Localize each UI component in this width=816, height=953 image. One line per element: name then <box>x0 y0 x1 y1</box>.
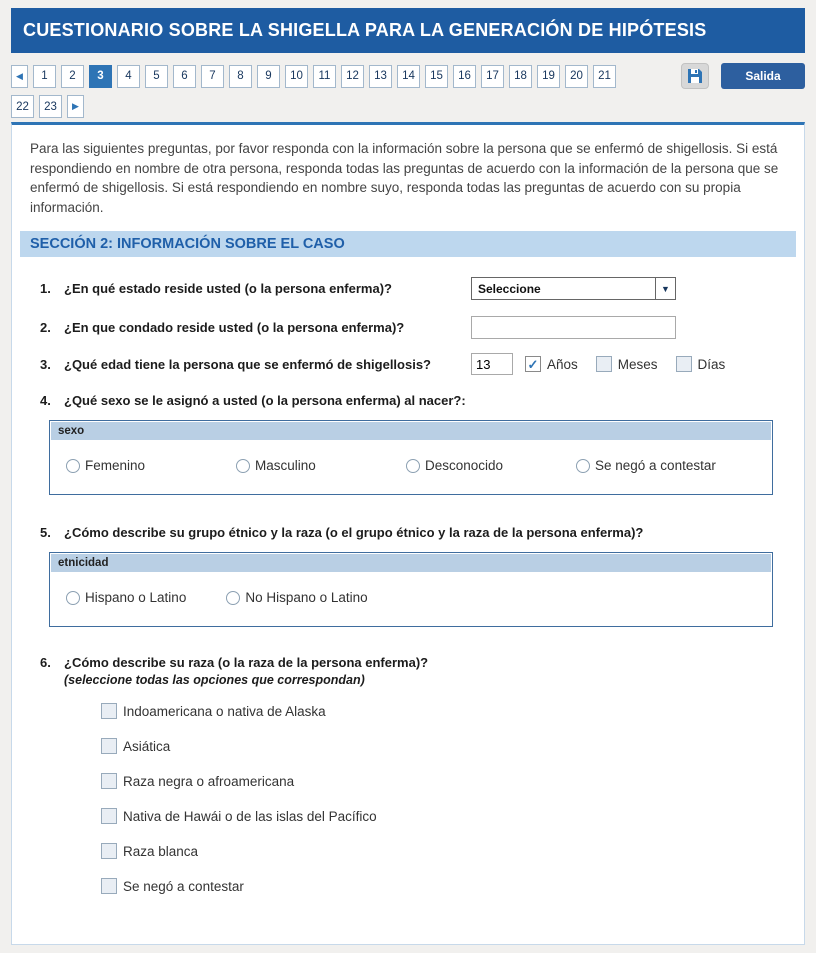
page-button-5[interactable]: 5 <box>145 65 168 88</box>
next-page-button[interactable] <box>67 95 84 118</box>
page-button-8[interactable]: 8 <box>229 65 252 88</box>
age-unit-dias <box>676 356 726 372</box>
checkbox-option-asiatica[interactable] <box>101 738 804 754</box>
checkbox-option-raza-negra-o-afroamericana[interactable] <box>101 773 804 789</box>
radio-option-hispano-o-latino[interactable] <box>66 590 186 605</box>
check-icon: ✓ <box>527 356 539 372</box>
save-icon <box>687 68 703 84</box>
checkbox-indoamericana-o-nativa-de-alaska[interactable] <box>101 703 117 719</box>
radio-label-desconocido: Desconocido <box>425 458 504 474</box>
question-4 <box>12 393 804 408</box>
checkbox-label-se-nego-a-contestar: Se negó a contestar <box>123 878 244 894</box>
page-title: CUESTIONARIO SOBRE LA SHIGELLA PARA LA GENERACIÓN DE HIPÓTESIS <box>23 20 707 40</box>
checkbox-raza-blanca[interactable] <box>101 843 117 859</box>
checkbox-label-dias: Días <box>697 356 726 372</box>
checkbox-raza-negra-o-afroamericana[interactable] <box>101 773 117 789</box>
section-title: SECCIÓN 2: INFORMACIÓN SOBRE EL CASO <box>30 236 345 253</box>
question-3-label <box>40 357 471 372</box>
radio-option-femenino[interactable] <box>66 458 236 473</box>
question-3-text: ¿Qué edad tiene la persona que se enfermó de shigellosis? <box>64 356 431 372</box>
prev-page-button[interactable] <box>11 65 28 88</box>
app-header <box>11 8 805 53</box>
page-button-15[interactable]: 15 <box>425 65 448 88</box>
page-button-20[interactable]: 20 <box>565 65 588 88</box>
radio-label-hispano-o-latino: Hispano o Latino <box>85 590 187 606</box>
page-button-7[interactable]: 7 <box>201 65 224 88</box>
pages-row-1 <box>33 65 616 88</box>
radio-option-se-nego-a-contestar[interactable] <box>576 458 716 473</box>
question-6-text: ¿Cómo describe su raza (o la raza de la persona enferma)? <box>64 655 429 671</box>
sex-fieldset <box>49 420 773 495</box>
question-5 <box>12 525 804 540</box>
question-1 <box>12 277 804 300</box>
chevron-down-icon[interactable]: ▼ <box>655 278 675 299</box>
radio-femenino[interactable] <box>66 459 80 473</box>
county-input[interactable] <box>471 316 676 339</box>
page-button-22[interactable]: 22 <box>11 95 34 118</box>
checkbox-label-nativa-de-hawai-o-de-las-islas-del-pacifico: Nativa de Hawái o de las islas del Pacífico <box>123 808 377 824</box>
page-button-6[interactable]: 6 <box>173 65 196 88</box>
radio-no-hispano-o-latino[interactable] <box>226 591 240 605</box>
page-button-18[interactable]: 18 <box>509 65 532 88</box>
radio-label-se-nego-a-contestar: Se negó a contestar <box>595 458 716 474</box>
checkbox-label-raza-negra-o-afroamericana: Raza negra o afroamericana <box>123 773 295 789</box>
ethnicity-options <box>50 573 772 626</box>
radio-desconocido[interactable] <box>406 459 420 473</box>
radio-label-masculino: Masculino <box>255 458 316 474</box>
question-1-number: 1. <box>40 281 51 297</box>
question-6-number: 6. <box>40 655 51 671</box>
question-4-text: ¿Qué sexo se le asignó a usted (o la persona enferma) al nacer?: <box>64 393 466 409</box>
question-3 <box>12 353 804 375</box>
page-button-13[interactable]: 13 <box>369 65 392 88</box>
radio-option-no-hispano-o-latino[interactable] <box>226 590 367 605</box>
checkbox-label-indoamericana-o-nativa-de-alaska: Indoamericana o nativa de Alaska <box>123 703 326 719</box>
question-2-text: ¿En que condado reside usted (o la persona enferma)? <box>64 320 405 336</box>
page-button-21[interactable]: 21 <box>593 65 616 88</box>
checkbox-label-anos: Años <box>547 356 578 372</box>
question-6 <box>12 655 804 670</box>
page-button-17[interactable]: 17 <box>481 65 504 88</box>
page-button-16[interactable]: 16 <box>453 65 476 88</box>
radio-masculino[interactable] <box>236 459 250 473</box>
checkbox-option-nativa-de-hawai-o-de-las-islas-del-pacifico[interactable] <box>101 808 804 824</box>
checkbox-option-raza-blanca[interactable] <box>101 843 804 859</box>
checkbox-se-nego-a-contestar[interactable] <box>101 878 117 894</box>
age-unit-anos <box>525 356 578 372</box>
page-button-1[interactable]: 1 <box>33 65 56 88</box>
race-options <box>101 703 804 894</box>
question-1-label <box>40 281 471 296</box>
next-icon: ▶ <box>72 101 79 111</box>
question-2-number: 2. <box>40 320 51 336</box>
question-4-label <box>40 393 466 408</box>
toolbar-actions <box>681 63 805 89</box>
page-button-3[interactable]: 3 <box>89 65 112 88</box>
state-dropdown-value: Seleccione <box>478 282 541 297</box>
checkbox-label-meses: Meses <box>617 356 658 372</box>
sex-options <box>50 441 772 494</box>
question-2-label <box>40 320 471 335</box>
age-input[interactable] <box>471 353 513 375</box>
question-3-number: 3. <box>40 356 51 372</box>
radio-label-no-hispano-o-latino: No Hispano o Latino <box>245 590 368 606</box>
checkbox-dias[interactable] <box>676 356 692 372</box>
pagination-row-2 <box>11 95 805 118</box>
checkbox-nativa-de-hawai-o-de-las-islas-del-pacifico[interactable] <box>101 808 117 824</box>
page-button-11[interactable]: 11 <box>313 65 336 88</box>
question-2 <box>12 316 804 339</box>
radio-label-femenino: Femenino <box>85 458 146 474</box>
state-dropdown[interactable] <box>471 277 676 300</box>
question-5-number: 5. <box>40 525 51 541</box>
checkbox-asiatica[interactable] <box>101 738 117 754</box>
checkbox-option-se-nego-a-contestar[interactable] <box>101 878 804 894</box>
question-5-label <box>40 525 643 540</box>
checkbox-meses[interactable] <box>596 356 612 372</box>
page-button-23[interactable]: 23 <box>39 95 62 118</box>
ethnicity-fieldset <box>49 552 773 627</box>
intro-text: Para las siguientes preguntas, por favor responda con la información sobre la persona que se enfermó de shigellosis. Si está respondiendo en nombre de otra persona, responda todas las preguntas de acuerdo con la información de la persona que se enfermó de shigellosis. Si está respondiendo en nombre suyo, responda todas las preguntas de acuerdo con su propia información. <box>30 141 779 215</box>
question-6-label <box>40 655 428 670</box>
question-1-text: ¿En qué estado reside usted (o la persona enferma)? <box>64 281 392 297</box>
question-4-number: 4. <box>40 393 51 409</box>
exit-button[interactable]: Salida <box>721 63 805 89</box>
radio-se-nego-a-contestar[interactable] <box>576 459 590 473</box>
checkbox-option-indoamericana-o-nativa-de-alaska[interactable] <box>101 703 804 719</box>
content-panel <box>11 122 805 945</box>
pagination <box>11 63 805 124</box>
pagination-row-1 <box>11 63 805 89</box>
checkbox-label-asiatica: Asiática <box>123 738 171 754</box>
page-button-12[interactable]: 12 <box>341 65 364 88</box>
radio-option-desconocido[interactable] <box>406 458 576 473</box>
page-button-14[interactable]: 14 <box>397 65 420 88</box>
checkbox-anos[interactable] <box>525 356 541 372</box>
age-units <box>525 356 743 372</box>
question-5-text: ¿Cómo describe su grupo étnico y la raza (o el grupo étnico y la raza de la persona enferma)? <box>64 525 644 541</box>
page-button-4[interactable]: 4 <box>117 65 140 88</box>
age-unit-meses <box>596 356 658 372</box>
pages-row-2 <box>11 95 62 118</box>
page-button-9[interactable]: 9 <box>257 65 280 88</box>
page-button-2[interactable]: 2 <box>61 65 84 88</box>
radio-hispano-o-latino[interactable] <box>66 591 80 605</box>
ethnicity-fieldset-legend: etnicidad <box>51 554 771 572</box>
save-button[interactable] <box>681 63 709 89</box>
radio-option-masculino[interactable] <box>236 458 406 473</box>
question-6-subtext: (seleccione todas las opciones que correspondan) <box>64 673 365 688</box>
page-button-19[interactable]: 19 <box>537 65 560 88</box>
sex-fieldset-legend: sexo <box>51 422 771 440</box>
page-button-10[interactable]: 10 <box>285 65 308 88</box>
checkbox-label-raza-blanca: Raza blanca <box>123 843 199 859</box>
prev-icon: ◀ <box>16 70 23 81</box>
section-header <box>20 231 796 257</box>
